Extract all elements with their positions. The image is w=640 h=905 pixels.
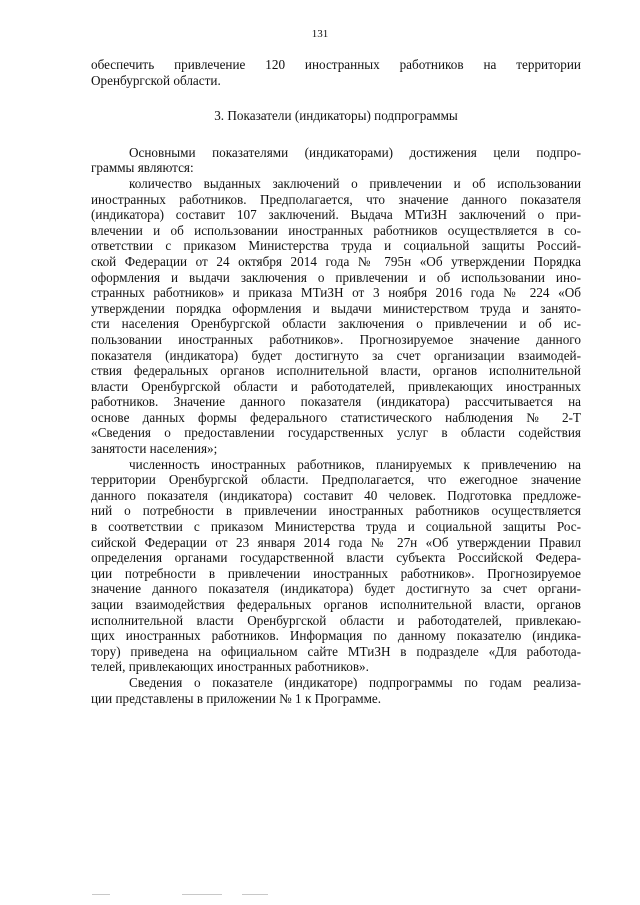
text-line: влечении и об использовании иностранных работников осуществляется в со- [91,222,581,238]
text-line: исполнительной власти Оренбургской области и работодателей, привлекаю- [91,612,581,628]
text-line: территории Оренбургской области. Предполагается, что ежегодное значение [91,472,581,488]
text-line: ции потребности в привлечении иностранных работников». Прогнозируемое [91,565,581,581]
text-line: «Сведения о предоставлении государственных услуг в области содействия [91,425,581,441]
text-line: тору) приведена на официальном сайте МТиЗН в подразделе «Для работода- [91,643,581,659]
text-line: телей, привлекающих иностранных работников». [91,659,369,675]
text-line: определения органами государственной власти субъекта Российской Федера- [91,550,581,566]
text-line: ствия федеральных органов исполнительной власти, органов исполнительной [91,363,581,379]
text-line: оформления и выдачи заключения о привлечении и об использовании ино- [91,269,581,285]
text-line: Оренбургской области. [91,72,221,88]
text-line: ний о потребности в привлечении иностранных работников осуществляется [91,503,581,519]
text-line: зации взаимодействия федеральных органов исполнительной власти, органов [91,597,581,612]
text-line: сти населения Оренбургской области заключения о привлечении и об ис- [91,316,581,332]
text-line: пользовании иностранных работников». Прогнозируемое значение данного [91,331,581,347]
text-line: значение данного показателя (индикатора) будет достигнуто за счет органи- [91,581,581,597]
text-line: ответствии с приказом Министерства труда и социальной защиты Россий- [91,238,581,254]
page-number: 131 [311,28,329,40]
paragraph [91,675,581,706]
text-line: ции представлены в приложении № 1 к Программе. [91,690,382,706]
paragraph [91,176,581,457]
section-heading: 3. Показатели (индикаторы) подпрограммы [214,108,458,124]
text-line: в соответствии с приказом Министерства труда и социальной защиты Рос- [91,519,581,535]
text-line: Основными показателями (индикаторами) достижения цели подпро- [129,144,581,160]
text-line: основе данных формы федерального статистического наблюдения № 2-Т [91,409,581,425]
page-body [91,57,581,706]
text-line: утверждении порядка оформления и выдачи министерством труда и занято- [91,300,581,316]
text-line: сийской Федерации от 23 января 2014 года № 27н «Об утверждении Правил [91,534,581,550]
intro-text [91,57,581,88]
text-line: численность иностранных работников, планируемых к привлечению на [129,456,581,472]
scan-artifact [92,894,392,896]
text-line: работников. Значение данного показателя (индикатора) рассчитывается на [91,394,581,410]
text-line: странных работников» и приказа МТиЗН от 3 ноября 2016 года № 224 «Об [91,285,581,301]
text-line: количество выданных заключений о привлечении и об использовании [129,175,581,191]
text-line: показателя (индикатора) будет достигнуто за счет организации взаимодей- [91,347,581,363]
text-line: Сведения о показателе (индикаторе) подпрограммы по годам реализа- [129,674,581,690]
text-line: граммы являются: [91,160,194,176]
text-line: щих иностранных работников. Информация по данному показателю (индика- [91,628,581,644]
text-line: данного показателя (индикатора) составит 40 человек. Подготовка предложе- [91,487,581,503]
text-line: занятости населения»; [91,441,218,457]
text-line: иностранных работников. Предполагается, что значение данного показателя [91,191,581,207]
text-line: (индикатора) составит 107 заключений. Выдача МТиЗН заключений о при- [91,207,581,223]
text-line: власти Оренбургской области и работодателей, привлекающих иностранных [91,378,581,394]
text-line: обеспечить привлечение 120 иностранных работников на территории [91,57,581,72]
text-line: ской Федерации от 24 октября 2014 года № 795н «Об утверждении Порядка [91,253,581,269]
paragraph [91,457,581,675]
paragraph [91,145,581,176]
